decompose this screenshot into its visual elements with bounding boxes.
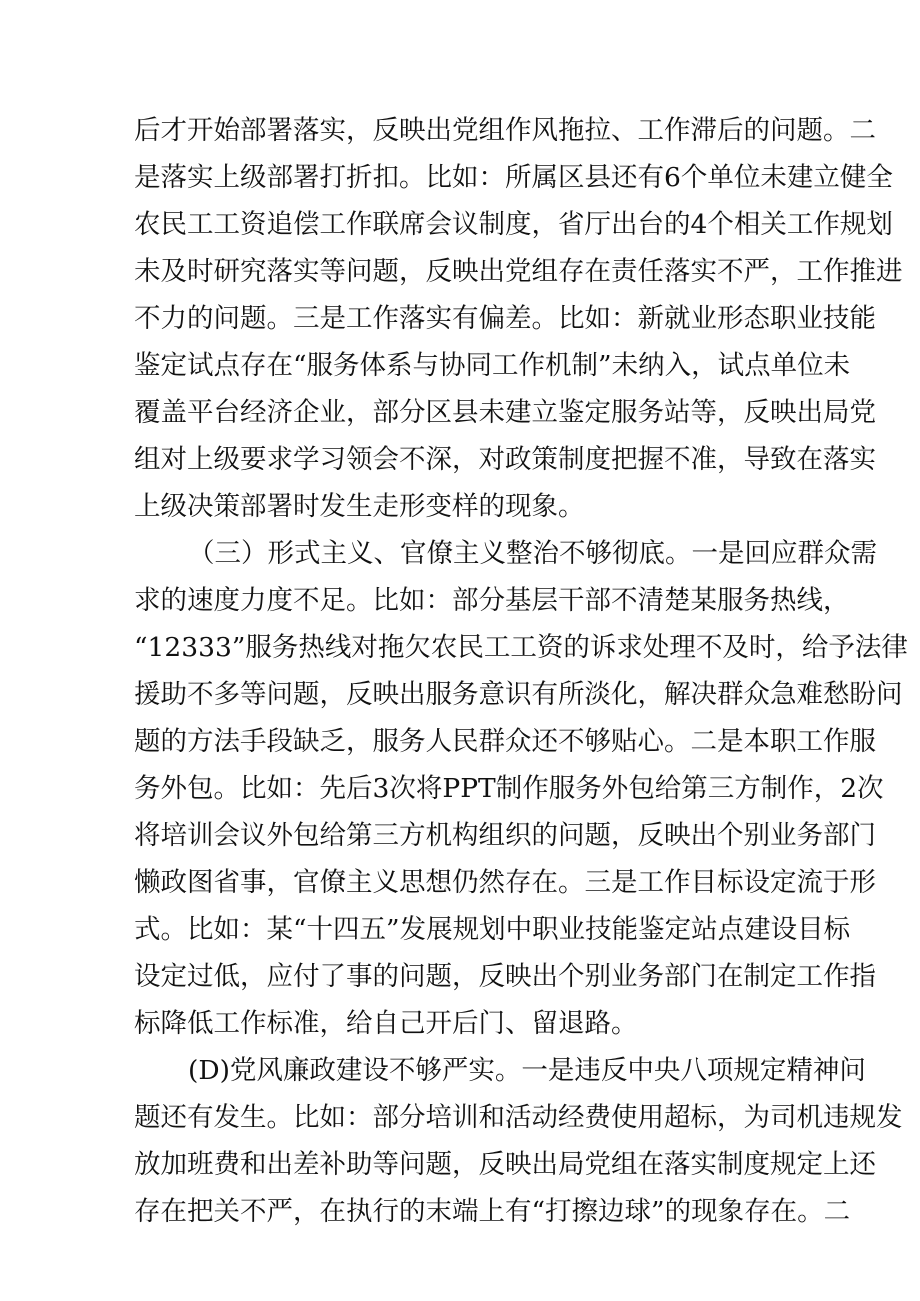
text-line: 懒政图省事，官僚主义思想仍然存在。三是工作目标设定流于形: [134, 867, 876, 898]
text-line: “12333”服务热线对拖欠农民工工资的诉求处理不及时，给予法律: [134, 632, 908, 663]
text-line: 存在把关不严，在执行的末端上有“打擦边球”的现象存在。二: [134, 1196, 851, 1227]
text-line: 题的方法手段缺乏，服务人民群众还不够贴心。二是本职工作服: [134, 726, 876, 757]
document-body: [134, 107, 908, 1235]
text-line: 标降低工作标准，给自己开后门、留退路。: [134, 1008, 638, 1039]
text-line: 不力的问题。三是工作落实有偏差。比如：新就业形态职业技能: [134, 303, 876, 334]
text-line: 题还有发生。比如：部分培训和活动经费使用超标，为司机违规发: [134, 1102, 903, 1133]
text-line: 上级决策部署时发生走形变样的现象。: [134, 491, 585, 522]
text-line: 求的速度力度不足。比如：部分基层干部不清楚某服务热线，: [134, 585, 850, 616]
text-line: 覆盖平台经济企业，部分区县未建立鉴定服务站等，反映出局党: [134, 397, 876, 428]
text-line: 援助不多等问题，反映出服务意识有所淡化，解决群众急难愁盼问: [134, 679, 903, 710]
text-line: 放加班费和出差补助等问题，反映出局党组在落实制度规定上还: [134, 1149, 876, 1180]
section-heading-line: (D)党风廉政建设不够严实。一是违反中央八项规定精神问: [188, 1055, 866, 1086]
text-line: 将培训会议外包给第三方机构组织的问题，反映出个别业务部门: [134, 820, 876, 851]
text-line: 农民工工资追偿工作联席会议制度，省厅出台的4个相关工作规划: [134, 209, 893, 240]
text-line: 设定过低，应付了事的问题，反映出个别业务部门在制定工作指: [134, 961, 876, 992]
text-line: 式。比如：某“十四五”发展规划中职业技能鉴定站点建设目标: [134, 914, 851, 945]
text-line: 组对上级要求学习领会不深，对政策制度把握不准，导致在落实: [134, 444, 876, 475]
text-line: 是落实上级部署打折扣。比如：所属区县还有6个单位未建立健全: [134, 162, 893, 193]
text-line: 未及时研究落实等问题，反映出党组存在责任落实不严，工作推进: [134, 256, 903, 287]
text-line: 后才开始部署落实，反映出党组作风拖拉、工作滞后的问题。二: [134, 115, 876, 146]
text-line: 鉴定试点存在“服务体系与协同工作机制”未纳入，试点单位未: [134, 350, 851, 381]
text-line: 务外包。比如：先后3次将PPT制作服务外包给第三方制作，2次: [134, 773, 884, 804]
section-heading-line: （三）形式主义、官僚主义整治不够彻底。一是回应群众需: [188, 538, 877, 569]
